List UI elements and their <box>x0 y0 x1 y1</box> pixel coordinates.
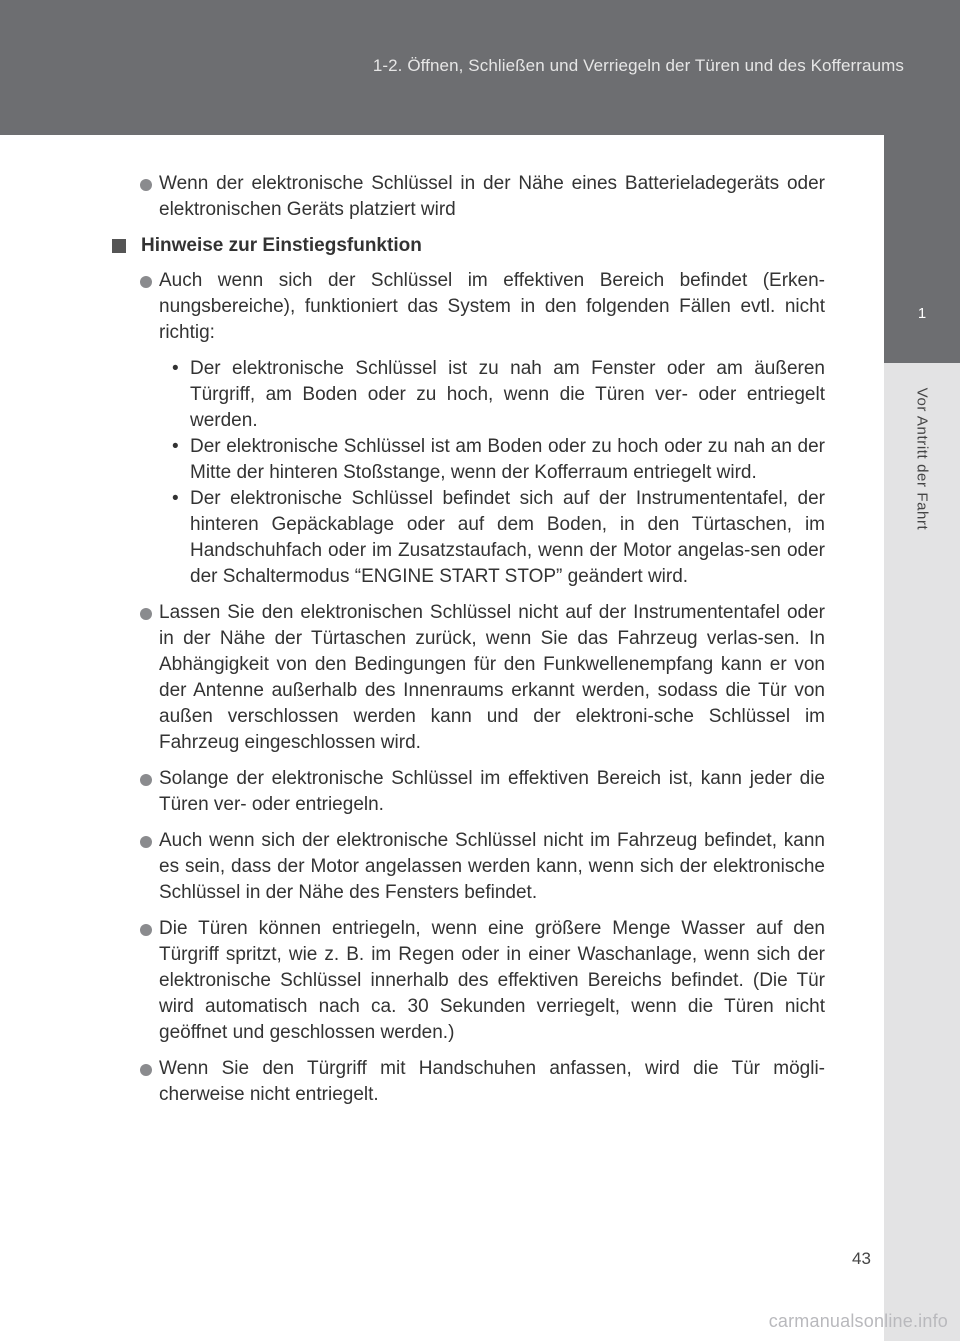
chapter-tab <box>884 135 960 363</box>
bullet-icon <box>140 608 152 620</box>
section-heading-text: Hinweise zur Einstiegsfunktion <box>141 235 422 256</box>
sub-list-item-text: Der elektronische Schlüssel befindet sich auf der Instrumententafel, der hinteren Gepäckablage oder auf dem Boden, in den Türtaschen, im Handschuhfach oder im Zusatzstaufach, wenn der Motor angelas-sen oder der Schaltermodus “ENGINE START STOP” geändert wird. <box>190 488 825 587</box>
chapter-number: 1 <box>917 305 927 322</box>
list-item <box>112 916 825 1046</box>
list-item <box>112 268 825 346</box>
sub-list-item-text: Der elektronische Schlüssel ist am Boden oder zu hoch oder zu nah an der Mitte der hinteren Stoßstange, wenn der Kofferraum entriegelt wird. <box>190 436 825 483</box>
bullet-icon <box>140 1064 152 1076</box>
bullet-icon <box>140 774 152 786</box>
page-content <box>112 171 825 1108</box>
bullet-icon <box>140 179 152 191</box>
bullet-icon <box>140 836 152 848</box>
list-item-text: Auch wenn sich der elektronische Schlüssel nicht im Fahrzeug befindet, kann es sein, dass der Motor angelassen werden kann, wenn sich der elektronische Schlüssel in der Nähe des Fensters befindet. <box>159 830 825 903</box>
list-item <box>112 171 825 223</box>
sub-list-item-text: Der elektronische Schlüssel ist zu nah am Fenster oder am äußeren Türgriff, am Boden oder zu hoch, wenn die Türen ver- oder entriegelt werden. <box>190 358 825 431</box>
section-heading <box>112 233 825 259</box>
list-item <box>112 766 825 818</box>
list-item-text: Wenn der elektronische Schlüssel in der Nähe eines Batterieladegeräts oder elektronischen Geräts platziert wird <box>159 173 825 220</box>
list-item <box>112 1056 825 1108</box>
small-bullet-icon: • <box>172 358 179 379</box>
sub-list-item <box>112 486 825 590</box>
square-bullet-icon <box>112 239 126 253</box>
page-header <box>0 0 960 135</box>
list-item <box>112 600 825 756</box>
small-bullet-icon: • <box>172 488 179 509</box>
small-bullet-icon: • <box>172 436 179 457</box>
chapter-label: Vor Antritt der Fahrt <box>913 387 931 531</box>
list-item <box>112 828 825 906</box>
list-item-text: Wenn Sie den Türgriff mit Handschuhen anfassen, wird die Tür mögli-cherweise nicht entriegelt. <box>159 1058 825 1105</box>
list-item-text: Lassen Sie den elektronischen Schlüssel nicht auf der Instrumententafel oder in der Nähe der Türtaschen zurück, wenn Sie das Fahrzeug verlas-sen. In Abhängigkeit von den Bedingungen für den Funkwellenempfang kann er von der Antenne außerhalb des Innenraums erkannt werden, sodass die Tür von außen verschlossen werden kann und der elektroni-sche Schlüssel im Fahrzeug eingeschlossen wird. <box>159 602 825 753</box>
list-item-text: Solange der elektronische Schlüssel im effektiven Bereich ist, kann jeder die Türen ver- oder entriegeln. <box>159 768 825 815</box>
section-title: 1-2. Öffnen, Schließen und Verriegeln der Türen und des Kofferraums <box>372 56 904 75</box>
list-item-text: Die Türen können entriegeln, wenn eine größere Menge Wasser auf den Türgriff spritzt, wie z. B. im Regen oder in einer Waschanlage, wenn sich der elektronische Schlüssel innerhalb des effektiven Bereichs befindet. (Die Tür wird automatisch nach ca. 30 Sekunden verriegelt, wenn die Türen nicht geöffnet und geschlossen werden.) <box>159 918 825 1043</box>
sub-list-item <box>112 434 825 486</box>
bullet-icon <box>140 924 152 936</box>
list-item-text: Auch wenn sich der Schlüssel im effektiven Bereich befindet (Erken-nungsbereiche), funktioniert das System in den folgenden Fällen evtl. nicht richtig: <box>159 270 825 343</box>
bullet-icon <box>140 276 152 288</box>
sub-list-item <box>112 356 825 434</box>
watermark: carmanualsonline.info <box>768 1311 948 1331</box>
page-number: 43 <box>852 1249 871 1268</box>
